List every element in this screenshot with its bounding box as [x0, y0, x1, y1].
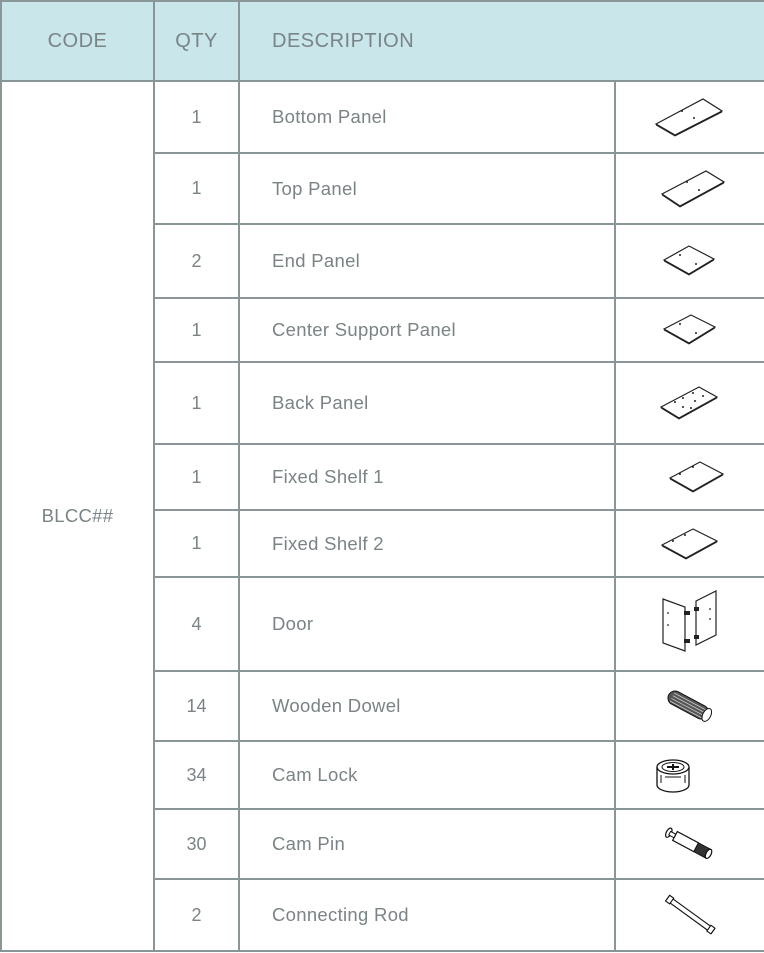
- qty-cell: 1: [154, 362, 239, 444]
- qty-cell: 1: [154, 444, 239, 510]
- fixed-shelf-icon: [660, 527, 720, 561]
- center-support-panel-icon: [662, 313, 718, 347]
- qty-cell: 4: [154, 577, 239, 671]
- part-image-cell: [615, 577, 764, 671]
- description-cell: Bottom Panel: [239, 81, 615, 153]
- part-image-cell: [615, 741, 764, 809]
- part-image-cell: [615, 671, 764, 741]
- description-cell: End Panel: [239, 224, 615, 298]
- back-panel-icon: [659, 385, 721, 421]
- part-image-cell: [615, 81, 764, 153]
- part-image-cell: [615, 444, 764, 510]
- description-cell: Door: [239, 577, 615, 671]
- description-cell: Center Support Panel: [239, 298, 615, 362]
- end-panel-icon: [662, 244, 718, 278]
- description-cell: Cam Pin: [239, 809, 615, 879]
- table-row: [1, 81, 764, 153]
- description-cell: Wooden Dowel: [239, 671, 615, 741]
- bottom-panel-icon: [654, 97, 726, 137]
- wooden-dowel-icon: [662, 688, 718, 724]
- header-description: DESCRIPTION: [239, 1, 764, 81]
- header-code: CODE: [1, 1, 154, 81]
- fixed-shelf-icon: [668, 460, 726, 494]
- description-cell: Fixed Shelf 1: [239, 444, 615, 510]
- header-row: [1, 1, 764, 81]
- connecting-rod-icon: [660, 892, 720, 938]
- qty-cell: 14: [154, 671, 239, 741]
- qty-cell: 30: [154, 809, 239, 879]
- cam-lock-icon: [653, 755, 693, 795]
- qty-cell: 2: [154, 879, 239, 951]
- cam-pin-icon: [661, 823, 719, 865]
- part-image-cell: [615, 298, 764, 362]
- part-image-cell: [615, 809, 764, 879]
- qty-cell: 1: [154, 81, 239, 153]
- qty-cell: 2: [154, 224, 239, 298]
- part-image-cell: [615, 362, 764, 444]
- part-image-cell: [615, 510, 764, 577]
- part-image-cell: [615, 224, 764, 298]
- header-qty: QTY: [154, 1, 239, 81]
- part-image-cell: [615, 879, 764, 951]
- door-icon: [660, 589, 720, 659]
- description-cell: Top Panel: [239, 153, 615, 224]
- qty-cell: 1: [154, 298, 239, 362]
- description-cell: Connecting Rod: [239, 879, 615, 951]
- qty-cell: 1: [154, 510, 239, 577]
- top-panel-icon: [660, 169, 732, 209]
- qty-cell: 34: [154, 741, 239, 809]
- description-cell: Back Panel: [239, 362, 615, 444]
- code-cell: BLCC##: [1, 81, 154, 951]
- qty-cell: 1: [154, 153, 239, 224]
- part-image-cell: [615, 153, 764, 224]
- description-cell: Cam Lock: [239, 741, 615, 809]
- description-cell: Fixed Shelf 2: [239, 510, 615, 577]
